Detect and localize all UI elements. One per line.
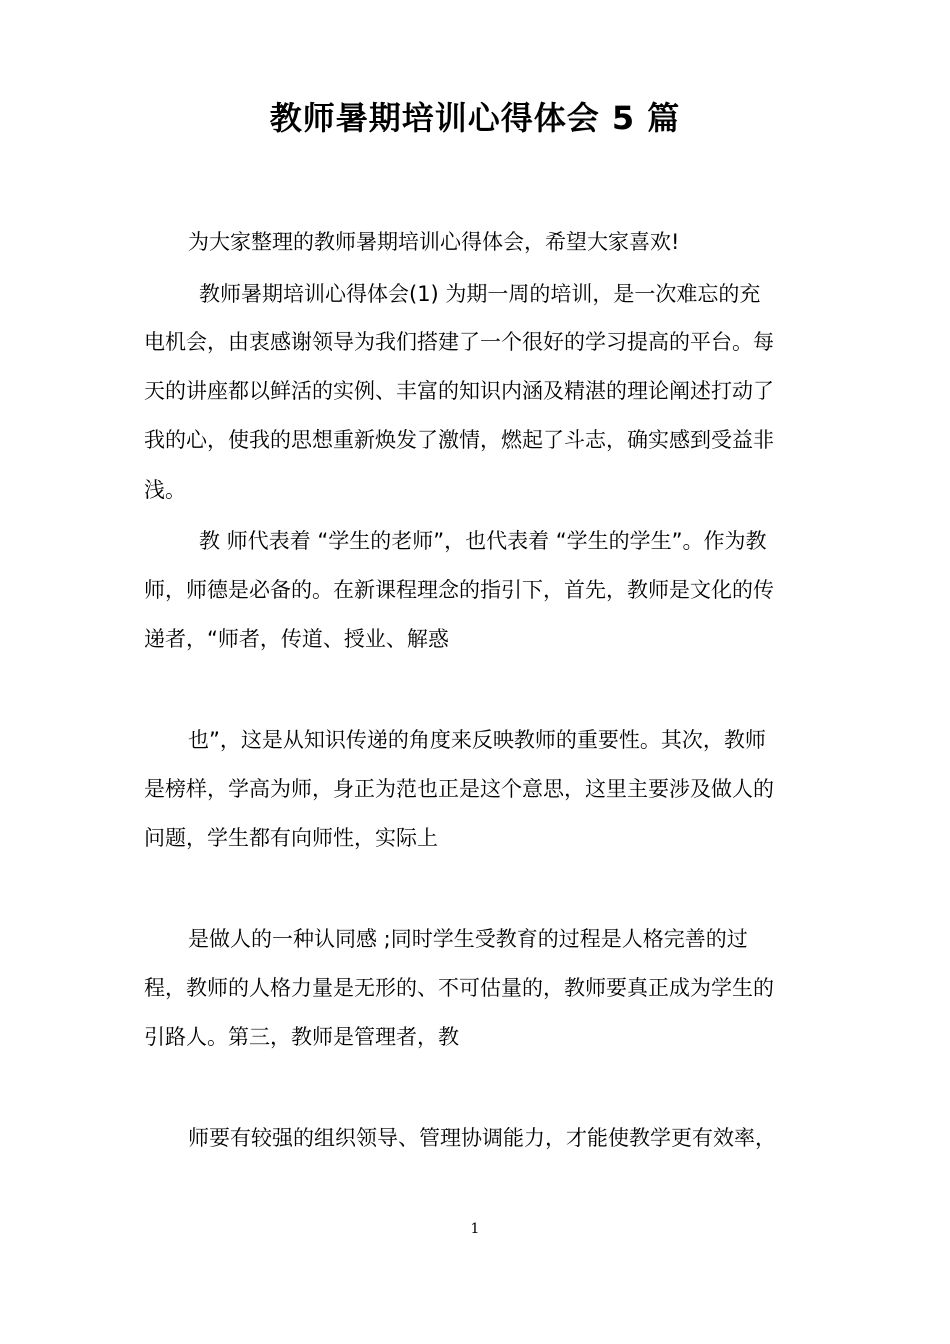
- body-line: 电机会，由衷感谢领导为我们搭建了一个很好的学习提高的平台。每: [144, 330, 774, 354]
- body-line: 教师暑期培训心得体会(1) 为期一周的培训，是一次难忘的充: [199, 282, 761, 306]
- body-line: 师，师德是必备的。在新课程理念的指引下，首先，教师是文化的传: [144, 578, 774, 602]
- body-line: 师要有较强的组织领导、管理协调能力，才能使教学更有效率，: [188, 1126, 776, 1150]
- body-line: 递者，“师者，传道、授业、解惑: [144, 627, 449, 651]
- intro-line: 为大家整理的教师暑期培训心得体会，希望大家喜欢!: [188, 230, 680, 254]
- body-line: 程，教师的人格力量是无形的、不可估量的，教师要真正成为学生的: [144, 976, 774, 1000]
- body-line: 教 师代表着 “学生的老师”，也代表着 “学生的学生”。作为教: [199, 529, 767, 553]
- body-line: 是榜样，学高为师，身正为范也正是这个意思，这里主要涉及做人的: [144, 777, 774, 801]
- body-line: 引路人。第三，教师是管理者，教: [144, 1025, 459, 1049]
- page-number: 1: [470, 1221, 480, 1237]
- body-line: 问题，学生都有向师性，实际上: [144, 826, 438, 850]
- document-title: 教师暑期培训心得体会 5 篇: [269, 99, 681, 137]
- body-line: 我的心，使我的思想重新焕发了激情，燃起了斗志，确实感到受益非: [144, 428, 774, 452]
- body-line: 也”，这是从知识传递的角度来反映教师的重要性。其次，教师: [188, 728, 766, 752]
- body-line: 浅。: [144, 478, 186, 502]
- body-line: 是做人的一种认同感 ;同时学生受教育的过程是人格完善的过: [188, 927, 748, 951]
- body-line: 天的讲座都以鲜活的实例、丰富的知识内涵及精湛的理论阐述打动了: [144, 379, 774, 403]
